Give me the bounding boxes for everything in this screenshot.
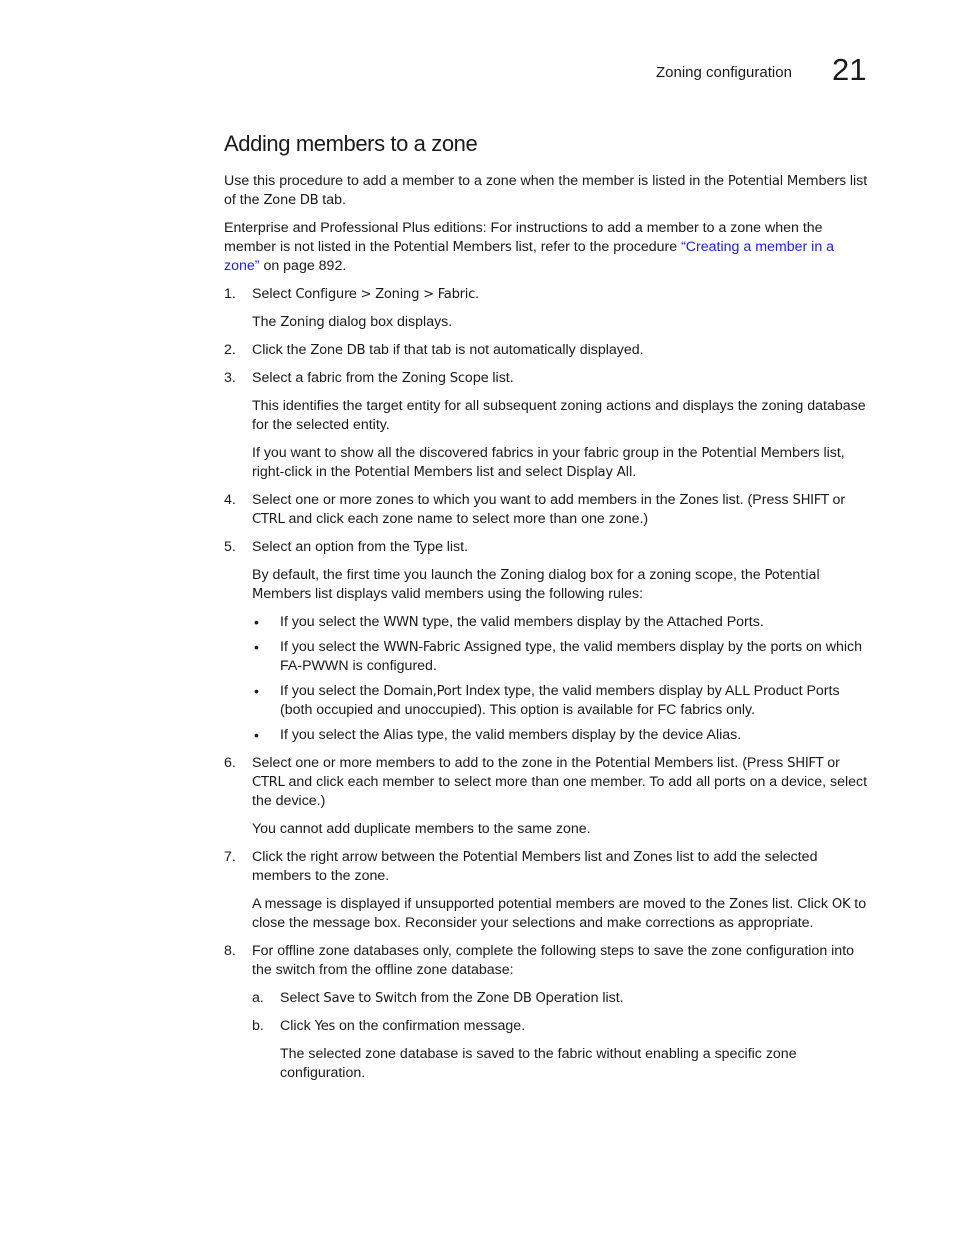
step-8: 8. For offline zone databases only, complete the following steps to save the zone configuration into the switch from the offline zone database: a. Select Save to Switch from the Zone DB Operation list. b. Click Yes on the confirmation message. The selected zone database is saved to the fabric without enabling a specific zone configuration. xyxy=(224,942,869,1083)
bullet-item: • If you select the WWN-Fabric Assigned type, the valid members display by the ports on which FA-PWWN is configured. xyxy=(254,639,862,674)
step-1: 1. Select Configure > Zoning > Fabric. The Zoning dialog box displays. xyxy=(224,286,480,330)
step-7: 7. Click the right arrow between the Potential Members list and Zones list to add the selected members to the zone. A message is displayed if unsupported potential members are moved to the Zones list. Click OK to close the message box. Reconsider your selections and make corrections as appropriate. xyxy=(224,849,867,931)
step-6: 6. Select one or more members to add to the zone in the Potential Members list. (Press SHIFT or CTRL and click each member to select more than one member. To add all ports on a device, select the device.) You cannot add duplicate members to the same zone. xyxy=(224,755,868,837)
step-4: 4. Select one or more zones to which you want to add members in the Zones list. (Press SHIFT or CTRL and click each zone name to select more than one zone.) xyxy=(224,492,846,527)
page-body xyxy=(224,172,869,1092)
editions-paragraph: Enterprise and Professional Plus editions: For instructions to add a member to a zone when the member is not listed in the Potential Members list, refer to the procedure “Creating a member in a zone” on page 892. xyxy=(224,220,835,274)
intro-paragraph: Use this procedure to add a member to a zone when the member is listed in the Potential Members list of the Zone DB tab. xyxy=(224,173,868,208)
bullet-icon: • xyxy=(254,639,259,655)
section-title: Zoning configuration xyxy=(656,64,792,81)
step-2: 2. Click the Zone DB tab if that tab is not automatically displayed. xyxy=(224,342,644,358)
bullet-icon: • xyxy=(254,683,259,699)
substep-a: a. Select Save to Switch from the Zone DB Operation list. xyxy=(252,990,624,1006)
step-5: 5. Select an option from the Type list. By default, the first time you launch the Zoning dialog box for a zoning scope, the Potential Members list displays valid members using the following rules: • If you select the WWN type, the valid members display by the Attached Ports. • If you select the WWN-Fabric Assigned type, the valid members display by the ports on which FA-PWWN is configured. • If you select the Domain,Port Index type, the valid members display by ALL Product Ports (both occupied and unoccupied). This option is available for FC fabrics only. • If you select the Alias type, the valid members display by the device Alias. xyxy=(224,538,869,745)
bullet-icon: • xyxy=(254,727,259,743)
bullet-item: • If you select the WWN type, the valid members display by the Attached Ports. xyxy=(254,614,764,630)
bullet-icon: • xyxy=(254,614,259,630)
bullet-item: • If you select the Alias type, the valid members display by the device Alias. xyxy=(254,727,742,743)
bullet-item: • If you select the Domain,Port Index type, the valid members display by ALL Product Ports (both occupied and unoccupied). This option is available for FC fabrics only. xyxy=(254,683,840,718)
chapter-number: 21 xyxy=(832,52,867,87)
creating-member-link[interactable]: “Creating a member in a zone” xyxy=(224,239,835,274)
substep-b: b. Click Yes on the confirmation message. The selected zone database is saved to the fabric without enabling a specific zone configuration. xyxy=(252,1018,797,1081)
page-title: Adding members to a zone xyxy=(224,131,478,156)
step-3: 3. Select a fabric from the Zoning Scope list. This identifies the target entity for all subsequent zoning actions and displays the zoning database for the selected entity. If you want to show all the discovered fabrics in your fabric group in the Potential Members list, right-click in the Potential Members list and select Display All. xyxy=(224,370,866,480)
